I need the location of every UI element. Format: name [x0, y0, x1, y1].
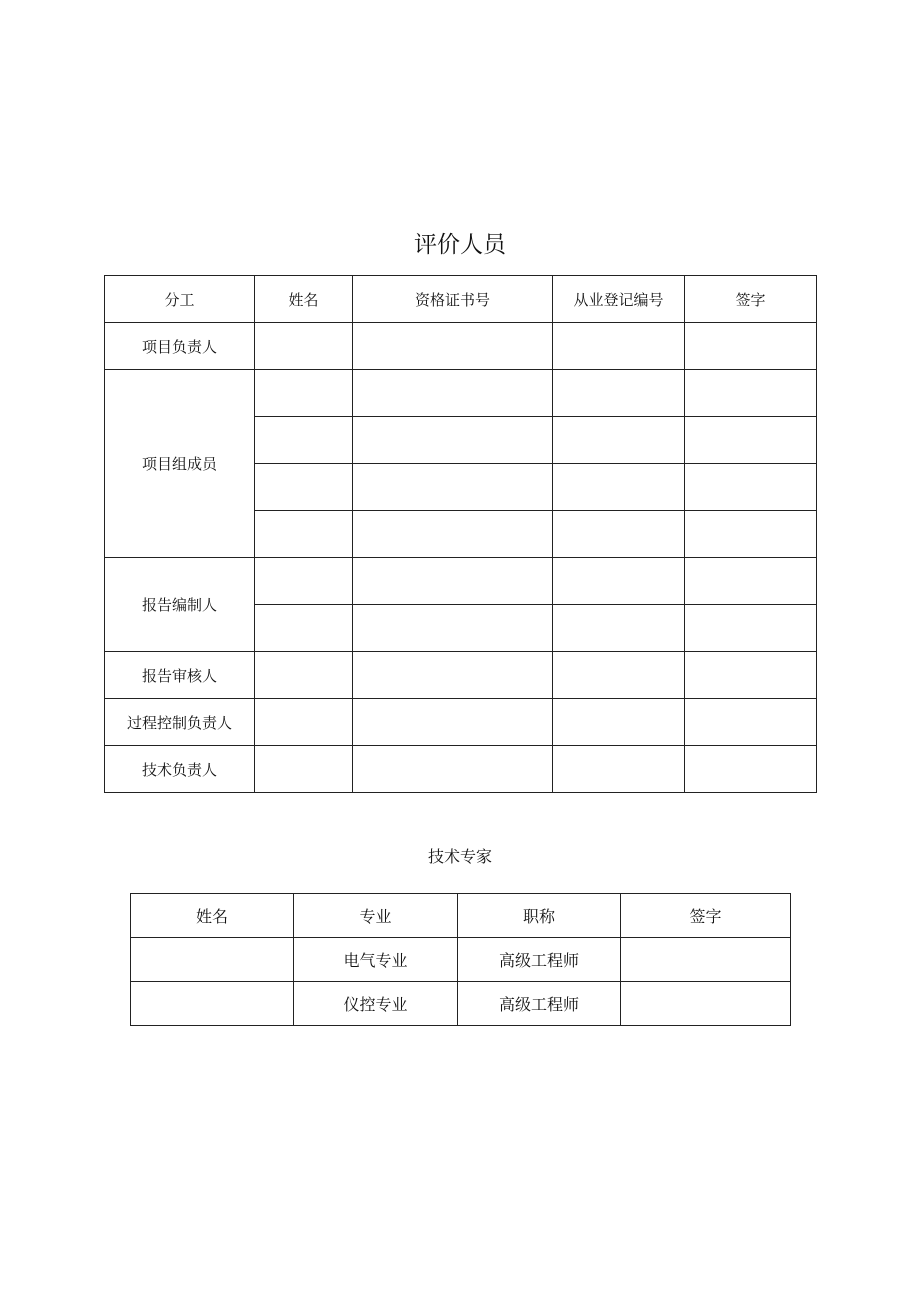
role-team-members: 项目组成员: [105, 370, 255, 558]
table-row: [105, 699, 817, 746]
certificate-cell[interactable]: [353, 746, 553, 793]
role-project-lead: 项目负责人: [105, 323, 255, 370]
certificate-cell[interactable]: [353, 464, 553, 511]
role-technical-lead: 技术负责人: [105, 746, 255, 793]
signature-cell[interactable]: [685, 699, 817, 746]
expert-signature-cell[interactable]: [621, 982, 791, 1026]
expert-name-cell[interactable]: [131, 982, 294, 1026]
expert-title: 高级工程师: [458, 938, 621, 982]
header-signature: 签字: [685, 276, 817, 323]
header-name: 姓名: [131, 894, 294, 938]
table-row: [105, 370, 817, 417]
certificate-cell[interactable]: [353, 511, 553, 558]
table-row: [105, 558, 817, 605]
certificate-cell[interactable]: [353, 652, 553, 699]
name-cell[interactable]: [255, 370, 353, 417]
name-cell[interactable]: [255, 511, 353, 558]
table-row: [105, 323, 817, 370]
certificate-cell[interactable]: [353, 605, 553, 652]
header-signature: 签字: [621, 894, 791, 938]
registration-cell[interactable]: [553, 699, 685, 746]
signature-cell[interactable]: [685, 417, 817, 464]
table-header-row: [105, 276, 817, 323]
role-report-reviewer: 报告审核人: [105, 652, 255, 699]
signature-cell[interactable]: [685, 323, 817, 370]
signature-cell[interactable]: [685, 558, 817, 605]
name-cell[interactable]: [255, 464, 353, 511]
signature-cell[interactable]: [685, 464, 817, 511]
expert-specialty: 仪控专业: [294, 982, 458, 1026]
certificate-cell[interactable]: [353, 417, 553, 464]
registration-cell[interactable]: [553, 746, 685, 793]
signature-cell[interactable]: [685, 746, 817, 793]
registration-cell[interactable]: [553, 511, 685, 558]
table-row: [105, 652, 817, 699]
role-report-writer: 报告编制人: [105, 558, 255, 652]
name-cell[interactable]: [255, 699, 353, 746]
signature-cell[interactable]: [685, 511, 817, 558]
header-title: 职称: [458, 894, 621, 938]
signature-cell[interactable]: [685, 605, 817, 652]
header-registration-no: 从业登记编号: [553, 276, 685, 323]
registration-cell[interactable]: [553, 370, 685, 417]
table-header-row: [131, 894, 791, 938]
expert-title: 高级工程师: [458, 982, 621, 1026]
name-cell[interactable]: [255, 652, 353, 699]
expert-specialty: 电气专业: [294, 938, 458, 982]
signature-cell[interactable]: [685, 652, 817, 699]
name-cell[interactable]: [255, 746, 353, 793]
name-cell[interactable]: [255, 417, 353, 464]
table-row: [131, 982, 791, 1026]
role-process-control-lead: 过程控制负责人: [105, 699, 255, 746]
certificate-cell[interactable]: [353, 558, 553, 605]
registration-cell[interactable]: [553, 558, 685, 605]
table-row: [105, 746, 817, 793]
page-title: 评价人员: [414, 232, 506, 258]
certificate-cell[interactable]: [353, 323, 553, 370]
registration-cell[interactable]: [553, 417, 685, 464]
registration-cell[interactable]: [553, 323, 685, 370]
expert-name-cell[interactable]: [131, 938, 294, 982]
registration-cell[interactable]: [553, 464, 685, 511]
header-role: 分工: [105, 276, 255, 323]
signature-cell[interactable]: [685, 370, 817, 417]
header-specialty: 专业: [294, 894, 458, 938]
registration-cell[interactable]: [553, 605, 685, 652]
expert-signature-cell[interactable]: [621, 938, 791, 982]
name-cell[interactable]: [255, 323, 353, 370]
registration-cell[interactable]: [553, 652, 685, 699]
personnel-table: [104, 275, 817, 793]
certificate-cell[interactable]: [353, 370, 553, 417]
certificate-cell[interactable]: [353, 699, 553, 746]
name-cell[interactable]: [255, 558, 353, 605]
table-row: [131, 938, 791, 982]
header-certificate-no: 资格证书号: [353, 276, 553, 323]
header-name: 姓名: [255, 276, 353, 323]
name-cell[interactable]: [255, 605, 353, 652]
experts-table: [130, 893, 791, 1026]
experts-section-title: 技术专家: [427, 847, 492, 866]
